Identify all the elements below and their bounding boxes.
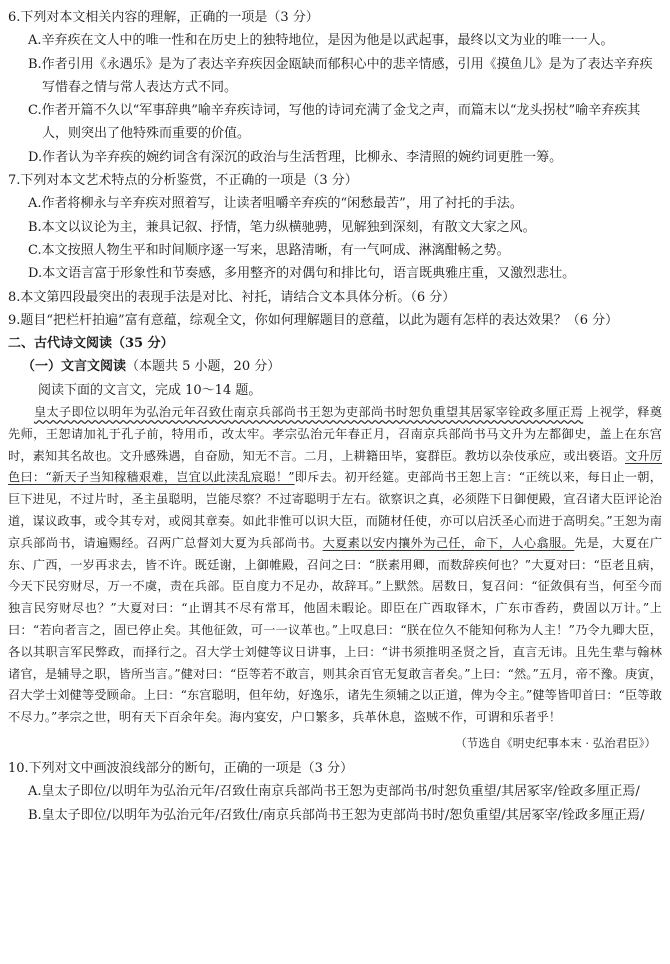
subsection-title: （一）文言文阅读 bbox=[22, 359, 127, 375]
question-6-option-b: B.作者引用《永遇乐》是为了表达辛弃疾因金瓯缺而郁积心中的悲辛情感，引用《摸鱼儿》是为了表达辛弃疾写惜春之情与常人表达方式不同。 bbox=[28, 56, 653, 95]
passage-text-1: 上视学，释奠先师，王恕请加礼于孔子前，特用币，改太牢。孝宗弘治元年春正月，召南京兵部尚书马文升为左都御史，盖上在东宫时，素知其名故也。文升感殊遇，自奋励，知无不言。二月，上耕籍田毕，宴群臣。教坊以杂伎承应，或出亵语。 bbox=[8, 405, 662, 463]
subsection-heading bbox=[8, 355, 662, 378]
wavy-underlined-segment: 皇太子即位以明年为弘治元年召致仕南京兵部尚书王恕为吏部尚书时恕负重望其居冢宰铨政多厘正焉 bbox=[34, 405, 584, 420]
question-7-option-a: A.作者将柳永与辛弃疾对照着写，让读者咀嚼辛弃疾的“闲愁最苦”，用了衬托的手法。 bbox=[28, 196, 523, 212]
section-2-title: 二、古代诗文阅读（35 分） bbox=[8, 336, 174, 352]
question-6 bbox=[8, 6, 662, 169]
underlined-sentence-1: 文升厉色曰：“新天子当知稼穑艰难，岂宜以此渎乱宸聪！” bbox=[8, 448, 663, 485]
question-10-option-b: B.皇太子即位/以明年为弘治元年/召致仕/南京兵部尚书王恕为吏部尚书时/恕负重望/其居冢宰/铨政多厘正焉/ bbox=[28, 807, 645, 823]
underlined-sentence-2: 大夏素以安内攘外为己任，命下，人心翕服。 bbox=[322, 535, 575, 550]
reading-instruction: 阅读下面的文言文，完成 10～14 题。 bbox=[38, 382, 262, 398]
passage-text-2: 即斥去。初开经筵。吏部尚书王恕上言：“正统以来，每日止一朝，巨下进见，不过片时，圣主虽聪明，岂能尽察？不过寄聪明于左右。欲察识之真，必须陛下日御便殿，宣召诸大臣评论治道，谋议政事，或令其专对，或阅其章奏。如此非惟可以识大臣，而随材任使，亦可以启沃圣心而进于高明矣。”王恕为南京兵部尚书，请遍赐经。召两广总督刘大夏为兵部尚书。 bbox=[8, 470, 662, 550]
question-6-stem: 6.下列对本文相关内容的理解，正确的一项是（3 分） bbox=[8, 10, 319, 25]
question-6-option-d: D.作者认为辛弃疾的婉约词含有深沉的政治与生活哲理，比柳永、李清照的婉约词更胜一筹。 bbox=[28, 149, 563, 165]
question-10 bbox=[8, 757, 662, 827]
subsection-note: （本题共 5 小题，20 分） bbox=[126, 359, 281, 375]
question-10-stem: 10.下列对文中画波浪线部分的断句，正确的一项是（3 分） bbox=[8, 761, 354, 776]
passage-source: （节选自《明史纪事本末 · 弘治君臣》） bbox=[455, 736, 656, 750]
question-9-stem: 9.题目“把栏杆拍遍”富有意蕴，综观全文，你如何理解题目的意蕴，以此为题有怎样的表达效果？（6 分） bbox=[8, 312, 619, 328]
question-7-option-b: B.本文以议论为主，兼具记叙、抒情，笔力纵横驰骋，见解独到深刻，有散文大家之风。 bbox=[28, 219, 536, 235]
classical-passage bbox=[8, 402, 662, 729]
question-10-option-a: A.皇太子即位/以明年为弘治元年/召致仕南京兵部尚书王恕为吏部尚书/时恕负重望/其居冢宰/铨政多厘正焉/ bbox=[28, 784, 640, 800]
question-6-option-c: C.作者开篇不久以“军事辞典”喻辛弃疾诗词，写他的诗词充满了金戈之声，而篇末以“龙头拐杖”喻辛弃疾其人，则突出了他特殊而重要的价值。 bbox=[28, 103, 641, 142]
question-7-stem: 7.下列对本文艺术特点的分析鉴赏，不正确的一项是（3 分） bbox=[8, 173, 358, 189]
question-7 bbox=[8, 169, 662, 285]
question-6-option-a: A.辛弃疾在文人中的唯一性和在历史上的独特地位，是因为他是以武起事，最终以文为业的唯一一人。 bbox=[28, 33, 614, 49]
question-7-option-c: C.本文按照人物生平和时间顺序逐一写来，思路清晰，有一气呵成、淋漓酣畅之势。 bbox=[28, 242, 510, 258]
passage-text-3: 先是，大夏在广东、广西，一岁再求去，皆不许。既廷谢，上御帷殿，召问之曰：“朕素用卿，而数辞疾何也？”大夏对曰：“臣老且病，今天下民穷财尽，万一不虞，责在兵部。臣自度力不足办，故辞耳。”上默然。居数日，复召问：“征敛俱有当，何至今而独言民穷财尽也？”大夏对曰：“止谓其不尽有常耳，他固未暇论。即臣在广西取铎木，广东市香药，费固以万计。”上曰：“若向者言之，固已停止矣。其他征敛，可一一议革也。”上叹息曰：“朕在位久不能知何称为人主！”乃令九卿大臣，各以其职言军民弊政，而择行之。召大学士刘健等议日讲事，上曰：“讲书须推明圣贤之旨，直言无讳。且先生辈与翰林诸官，是辅导之职，皆所当言。”健对曰：“臣等若不敢言，则其余百官无复敢言者矣。”上曰：“然。”五月，帝不豫。庚寅，召大学士刘健等受顾命。上曰：“东宫聪明，但年幼，好逸乐，诸先生须辅之以正道，俾为令主。”健等皆叩首曰：“臣等敢不尽力。”孝宗之世，明有天下百余年矣。海内宴安，户口繁多，兵革休息，盗贼不作，可谓和乐者乎！ bbox=[8, 535, 663, 725]
question-8-stem: 8.本文第四段最突出的表现手法是对比、衬托，请结合文本具体分析。（6 分） bbox=[8, 289, 456, 305]
question-7-option-d: D.本文语言富于形象性和节奏感，多用整齐的对偶句和排比句，语言既典雅庄重，又激烈悲壮。 bbox=[28, 266, 576, 282]
